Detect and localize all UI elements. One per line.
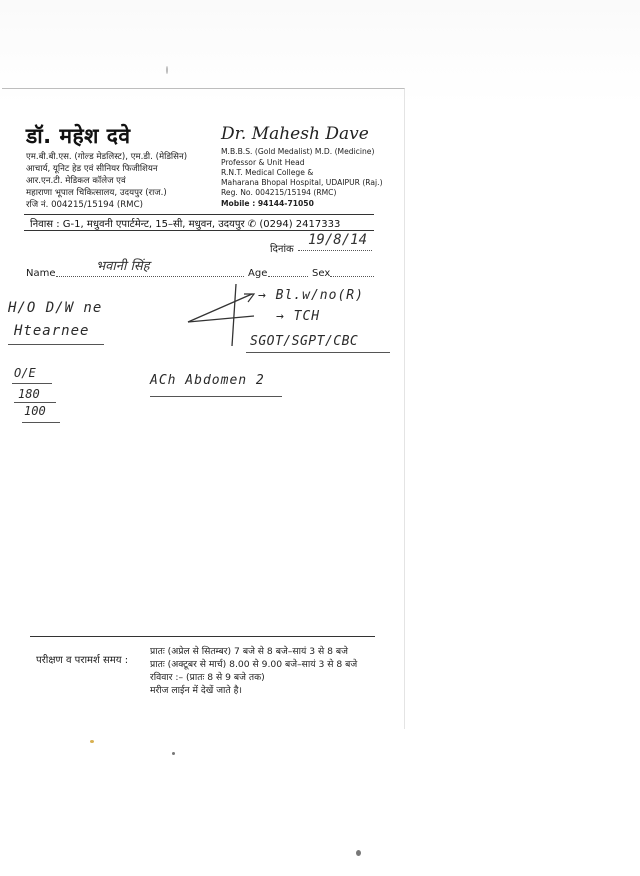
designation-english: Professor & Unit Head [221,158,305,167]
name-label: Name [26,268,56,279]
timing-line-4: मरीज लाईन में देखें जाते है। [150,685,242,696]
designation-hindi: आचार्य, यूनिट हेड एवं सीनियर फिजीशियन [26,164,158,174]
qualification-hindi: एम.बी.बी.एस. (गोल्ड मेडलिस्ट), एम.डी. (मेडिसिन) [26,152,188,162]
rx-arrows-icon [180,276,260,356]
scan-speck [90,740,94,743]
hospital-hindi: महाराणा भूपाल चिकित्सालय, उदयपुर (राज.) [26,188,167,198]
complaint-underline [8,344,104,345]
age-label: Age [248,268,268,279]
timing-line-2: प्रातः (अक्टूबर से मार्च) 8.00 से 9.00 बजे–सायं 3 से 8 बजे [150,659,358,670]
patient-name-handwritten: भवानी सिंह [96,259,150,274]
scan-speck [166,66,168,74]
timing-line-1: प्रातः (अप्रेल से सितम्बर) 7 बजे से 8 बजे–सायं 3 से 8 बजे [150,646,348,657]
complaint-note-2: Htearnee [14,323,90,339]
doctor-name-hindi: डॉ. महेश दवे [26,124,131,148]
timing-label: परीक्षण व परामर्श समय : [36,655,129,666]
exam-underline-2 [14,402,56,403]
investigation-2: → TCH [276,309,321,324]
residence-address: निवास : G-1, मधुवनी एपार्टमेन्ट, 15–सी, मधुवन, उदयपुर ✆ (0294) 2417333 [30,219,341,230]
exam-underline-3 [22,422,60,423]
advice-underline [150,396,282,397]
qualification-english: M.B.B.S. (Gold Medalist) M.D. (Medicine) [221,147,375,156]
college-hindi: आर.एन.टी. मेडिकल कॉलेज एवं [26,176,126,186]
registration-english: Reg. No. 004215/15194 (RMC) [221,188,337,197]
complaint-note-1: H/O D/W ne [8,300,103,316]
exam-note-3: 100 [24,404,46,418]
exam-note-1: O/E [14,366,36,380]
mobile-number: Mobile : 94144-71050 [221,199,314,208]
hospital-english: Maharana Bhopal Hospital, UDAIPUR (Raj.) [221,178,383,187]
doctor-name-english: Dr. Mahesh Dave [221,124,369,144]
investigation-1: → Bl.w/no(R) [258,288,364,303]
timing-line-3: रविवार :– (प्रातः 8 से 9 बजे तक) [150,672,265,683]
divider-top [24,214,374,215]
college-english: R.N.T. Medical College & [221,168,314,177]
exam-underline-1 [12,383,52,384]
scan-speck [172,752,175,755]
registration-hindi: रजि नं. 004215/15194 (RMC) [26,200,143,210]
exam-note-2: 180 [18,387,40,401]
sex-label: Sex [312,268,331,279]
scan-speck [356,850,361,856]
divider-address [24,230,374,231]
date-line [298,250,372,251]
investigation-3: SGOT/SGPT/CBC [250,334,359,349]
investigation-underline [246,352,390,353]
footer-divider [30,636,375,637]
date-label: दिनांक [270,244,294,255]
sex-line [330,276,374,277]
date-handwritten: 19/8/14 [308,232,368,248]
advice-note: ACh Abdomen 2 [150,373,265,388]
age-line [268,276,308,277]
